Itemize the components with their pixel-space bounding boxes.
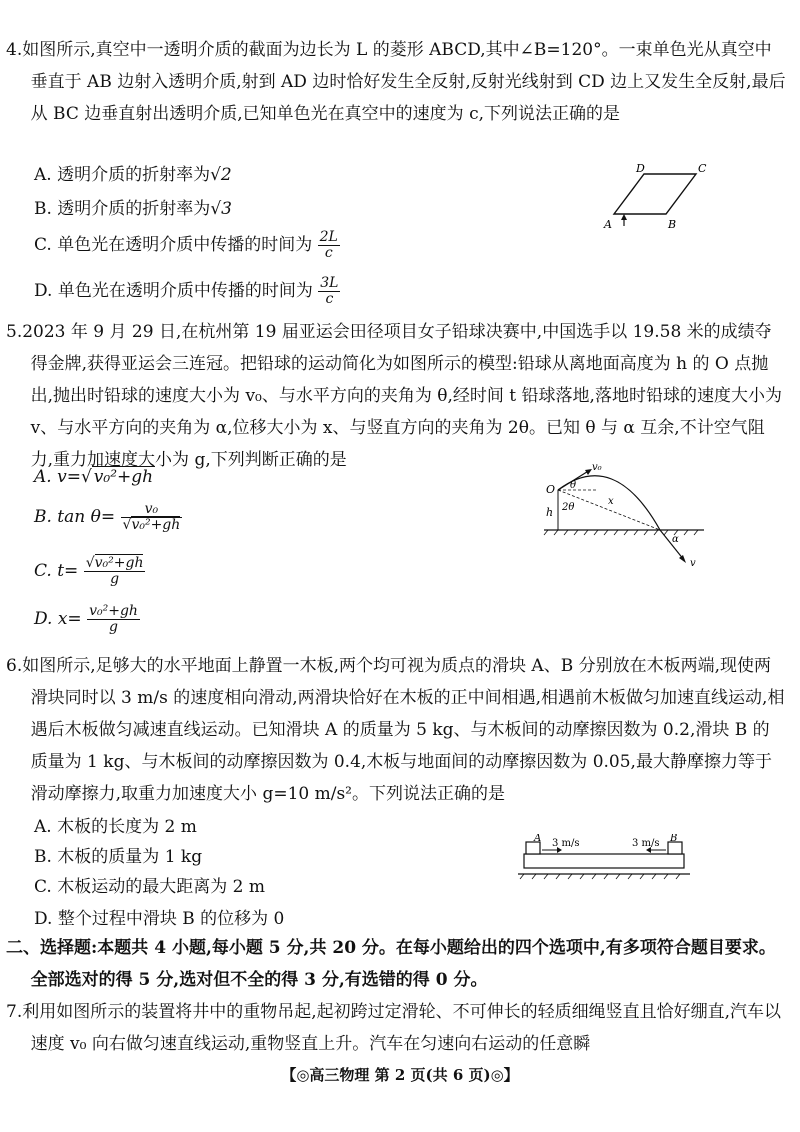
rhombus-figure: [596, 160, 716, 240]
incident-arrow-icon: [621, 214, 627, 220]
board-label-a: A: [534, 834, 542, 844]
q6-option-c: C. 木板运动的最大距离为 2 m: [34, 877, 265, 897]
q4-option-c-text: C. 单色光在透明介质中传播的时间为: [34, 235, 313, 255]
q5-option-b-denominator: √v₀²+gh: [122, 517, 181, 533]
q5-option-b: [34, 502, 182, 533]
projectile-label-2theta: 2θ: [562, 502, 575, 513]
rhombus-label-d: D: [636, 162, 645, 175]
projectile-label-h: h: [546, 506, 554, 519]
board-figure: [518, 834, 690, 886]
q5-option-d-label: D. x=: [34, 609, 82, 629]
q5-option-b-numerator: v₀: [121, 502, 183, 518]
question-6-stem: 6.如图所示,足够大的水平地面上静置一木板,两个均可视为质点的滑块 A、B 分别放在木板两端,现使两滑块同时以 3 m/s 的速度相向滑动,两滑块恰好在木板的正中间相遇,相遇前木板做匀加速直线运动,相遇后木板做匀减速直线运动。已知滑块 A 的质量为 5 kg、与木板间的动摩擦因数为 0.2,滑块 B 的质量为 1 kg、与木板间的动摩擦因数为 0.4,木板与地面间的动摩擦因数为 0.05,最大静摩擦力等于滑动摩擦力,取重力加速度大小 g=10 m/s²。下列说法正确的是: [6, 656, 785, 804]
q5-option-a-root: √ v₀²+gh: [80, 467, 154, 487]
q4-option-d: [34, 276, 340, 307]
q5-option-c-label: C. t=: [34, 561, 79, 581]
q5-option-c: [34, 556, 145, 587]
board-label-va: 3 m/s: [552, 838, 580, 849]
board-label-b: B: [670, 834, 678, 844]
q5-option-c-numerator: √v₀²+gh: [85, 555, 144, 572]
question-6: [6, 650, 786, 810]
projectile-label-o: O: [546, 483, 556, 496]
question-5-stem: 5.2023 年 9 月 29 日,在杭州第 19 届亚运会田径项目女子铅球决赛中,中国选手以 19.58 米的成绩夺得金牌,获得亚运会三连冠。把铅球的运动简化为如图所示的模型:铅球从离地面高度为 h 的 O 点抛出,抛出时铅球的速度大小为 v₀、与水平方向的夹角为 θ,经时间 t 铅球落地,落地时铅球的速度大小为 v、与水平方向的夹角为 α,位移大小为 x、与竖直方向的夹角为 2θ。已知 θ 与 α 互余,不计空气阻力,重力加速度大小为 g,下列判断正确的是: [6, 322, 782, 470]
v-arrow-icon: [679, 555, 686, 563]
q4-option-a-text: A. 透明介质的折射率为: [34, 165, 211, 185]
question-4: [6, 34, 786, 130]
q5-option-c-radicand: v₀²+gh: [94, 555, 144, 572]
rhombus-shape: [614, 174, 696, 214]
q4-option-b-text: B. 透明介质的折射率为: [34, 199, 211, 219]
q4-option-c-denominator: c: [324, 245, 333, 261]
question-7: [6, 996, 786, 1060]
q6-option-a: A. 木板的长度为 2 m: [34, 817, 197, 837]
q5-option-d-fraction: [87, 604, 140, 634]
projectile-label-v: v: [690, 558, 696, 569]
q4-option-c: [34, 230, 340, 261]
q5-option-d: [34, 604, 140, 635]
board-label-vb: 3 m/s: [632, 838, 660, 849]
q5-option-b-fraction: [121, 502, 183, 532]
q6-option-d: D. 整个过程中滑块 B 的位移为 0: [34, 909, 285, 929]
q4-option-a-math: √2: [210, 165, 232, 185]
q5-option-a-radicand: v₀²+gh: [93, 467, 154, 487]
q5-option-d-numerator: v₀²+gh: [89, 603, 138, 620]
board-ground-hatching: [520, 874, 680, 879]
projectile-label-theta: θ: [570, 480, 577, 491]
question-5: [6, 316, 786, 476]
q5-option-a: [34, 462, 155, 492]
q4-option-d-fraction: [318, 276, 340, 306]
q4-option-d-numerator: 3L: [320, 275, 339, 292]
q5-option-c-denominator: g: [110, 571, 120, 587]
page-footer: 【◎高三物理 第 2 页(共 6 页)◎】: [281, 1066, 519, 1084]
board-plank: [524, 854, 684, 868]
rhombus-label-c: C: [698, 162, 707, 175]
question-7-stem: 7.利用如图所示的装置将井中的重物吊起,起初跨过定滑轮、不可伸长的轻质细绳竖直且恰好绷直,汽车以速度 v₀ 向右做匀速直线运动,重物竖直上升。汽车在匀速向右运动的任意瞬: [6, 1002, 782, 1054]
q4-option-c-fraction: [318, 230, 340, 260]
q4-option-b: [34, 194, 232, 224]
section-2-text: 二、选择题:本题共 4 小题,每小题 5 分,共 20 分。在每小题给出的四个选项中,有多项符合题目要求。全部选对的得 5 分,选对但不全的得 3 分,有选错的得 0 分。: [6, 938, 776, 990]
q4-option-a: [34, 160, 232, 190]
rhombus-label-a: A: [604, 218, 612, 231]
q5-option-d-denominator: g: [109, 619, 118, 635]
q4-option-c-numerator: 2L: [319, 229, 338, 246]
projectile-label-x: x: [608, 496, 614, 507]
projectile-figure: [534, 458, 714, 570]
q4-option-b-math: √3: [210, 199, 232, 219]
q5-option-b-radicand: v₀²+gh: [131, 517, 181, 533]
q4-option-d-denominator: c: [325, 291, 334, 307]
q5-option-b-label: B. tan θ=: [34, 507, 116, 527]
projectile-label-alpha: α: [672, 534, 679, 545]
q5-option-c-fraction: [84, 556, 146, 586]
section-2-header: [6, 932, 786, 996]
projectile-label-v0: v₀: [592, 462, 602, 473]
q6-option-b: B. 木板的质量为 1 kg: [34, 847, 203, 867]
q5-option-a-label: A. v=: [34, 467, 81, 487]
q4-option-d-text: D. 单色光在透明介质中传播的时间为: [34, 281, 313, 301]
question-4-stem: 4.如图所示,真空中一透明介质的截面为边长为 L 的菱形 ABCD,其中∠B=120°。一束单色光从真空中垂直于 AB 边射入透明介质,射到 AD 边时恰好发生全反射,反射光线射到 CD 边上又发生全反射,最后从 BC 边垂直射出透明介质,已知单色光在真空中的速度为 c,下列说法正确的是: [6, 40, 786, 124]
rhombus-label-b: B: [668, 218, 677, 231]
